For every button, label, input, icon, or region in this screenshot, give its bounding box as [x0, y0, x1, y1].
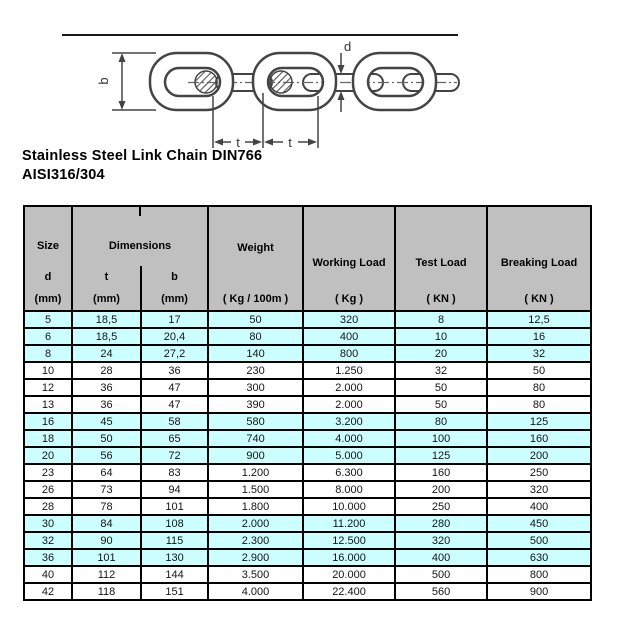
table-cell: 800 [303, 345, 395, 362]
col-header-weight: Weight [208, 206, 303, 288]
table-cell: 160 [395, 464, 487, 481]
table-cell: 8 [395, 311, 487, 328]
title-line-1: Stainless Steel Link Chain DIN766 [22, 148, 263, 164]
table-row [24, 481, 591, 498]
table-cell: 64 [72, 464, 141, 481]
table-cell: 8.000 [303, 481, 395, 498]
col-header-test-load: Test Load [395, 206, 487, 288]
table-cell: 36 [72, 396, 141, 413]
table-cell: 4.000 [303, 430, 395, 447]
col-unit-breaking-load: ( KN ) [487, 288, 591, 311]
table-cell: 30 [24, 515, 72, 532]
table-cell: 47 [141, 396, 208, 413]
table-cell: 73 [72, 481, 141, 498]
col-header-working-load: Working Load [303, 206, 395, 288]
title-line-2: AISI316/304 [22, 167, 105, 183]
table-row [24, 362, 591, 379]
table-cell: 11.200 [303, 515, 395, 532]
cross-section-hatch-1 [195, 71, 217, 93]
table-cell: 100 [395, 430, 487, 447]
table-cell: 800 [487, 566, 591, 583]
col-header-size: Size [24, 206, 72, 266]
table-cell: 56 [72, 447, 141, 464]
table-cell: 101 [141, 498, 208, 515]
table-cell: 10.000 [303, 498, 395, 515]
col-unit-t: (mm) [72, 288, 141, 311]
table-cell: 90 [72, 532, 141, 549]
chain-link-3 [353, 53, 436, 110]
table-row [24, 515, 591, 532]
table-cell: 1.800 [208, 498, 303, 515]
table-cell: 160 [487, 430, 591, 447]
header-row-main [24, 206, 591, 266]
table-cell: 390 [208, 396, 303, 413]
table-row [24, 532, 591, 549]
table-cell: 94 [141, 481, 208, 498]
table-cell: 320 [395, 532, 487, 549]
table-cell: 130 [141, 549, 208, 566]
table-cell: 300 [208, 379, 303, 396]
table-cell: 3.500 [208, 566, 303, 583]
table-cell: 50 [487, 362, 591, 379]
chain-spec-table [23, 205, 592, 601]
table-cell: 2.300 [208, 532, 303, 549]
table-cell: 50 [395, 396, 487, 413]
table-cell: 6.300 [303, 464, 395, 481]
table-row [24, 379, 591, 396]
col-unit-test-load: ( KN ) [395, 288, 487, 311]
dim-label-d: d [344, 39, 352, 54]
table-cell: 151 [141, 583, 208, 600]
table-cell: 65 [141, 430, 208, 447]
table-cell: 78 [72, 498, 141, 515]
table-cell: 230 [208, 362, 303, 379]
col-header-dimensions: Dimensions [72, 206, 208, 266]
table-cell: 118 [72, 583, 141, 600]
col-symbol-t: t [72, 266, 141, 288]
table-cell: 32 [24, 532, 72, 549]
col-header-breaking-load: Breaking Load [487, 206, 591, 288]
document-title [22, 147, 262, 185]
table-cell: 50 [395, 379, 487, 396]
table-cell: 500 [395, 566, 487, 583]
table-cell: 101 [72, 549, 141, 566]
table-cell: 400 [487, 498, 591, 515]
table-cell: 560 [395, 583, 487, 600]
cross-section-hatch-2 [270, 71, 292, 93]
table-cell: 112 [72, 566, 141, 583]
chain-link-2 [253, 53, 336, 110]
table-cell: 80 [395, 413, 487, 430]
table-cell: 2.000 [303, 396, 395, 413]
table-row [24, 566, 591, 583]
table-cell: 1.200 [208, 464, 303, 481]
col-unit-d: (mm) [24, 288, 72, 311]
table-cell: 500 [487, 532, 591, 549]
table-cell: 13 [24, 396, 72, 413]
table-cell: 32 [395, 362, 487, 379]
col-unit-b: (mm) [141, 288, 208, 311]
dim-label-t1: t [236, 135, 240, 150]
table-cell: 16 [24, 413, 72, 430]
table-cell: 84 [72, 515, 141, 532]
table-cell: 2.000 [303, 379, 395, 396]
table-row [24, 413, 591, 430]
chain-link-1 [150, 53, 233, 110]
table-cell: 1.250 [303, 362, 395, 379]
table-cell: 3.200 [303, 413, 395, 430]
table-cell: 12 [24, 379, 72, 396]
table-cell: 58 [141, 413, 208, 430]
table-cell: 28 [24, 498, 72, 515]
table-cell: 36 [24, 549, 72, 566]
table-cell: 10 [24, 362, 72, 379]
table-cell: 280 [395, 515, 487, 532]
table-cell: 320 [303, 311, 395, 328]
table-cell: 250 [395, 498, 487, 515]
table-cell: 10 [395, 328, 487, 345]
table-cell: 80 [487, 396, 591, 413]
table-cell: 80 [208, 328, 303, 345]
table-cell: 36 [141, 362, 208, 379]
table-cell: 50 [208, 311, 303, 328]
table-cell: 320 [487, 481, 591, 498]
table-cell: 47 [141, 379, 208, 396]
table-cell: 250 [487, 464, 591, 481]
table-body [24, 311, 591, 600]
table-cell: 50 [72, 430, 141, 447]
col-symbol-b: b [141, 266, 208, 288]
table-row [24, 396, 591, 413]
table-cell: 18,5 [72, 328, 141, 345]
table-cell: 32 [487, 345, 591, 362]
table-row [24, 498, 591, 515]
table-cell: 80 [487, 379, 591, 396]
table-cell: 400 [395, 549, 487, 566]
table-cell: 18 [24, 430, 72, 447]
table-cell: 40 [24, 566, 72, 583]
table-row [24, 464, 591, 481]
table-cell: 6 [24, 328, 72, 345]
table-cell: 20 [395, 345, 487, 362]
table-cell: 115 [141, 532, 208, 549]
table-cell: 200 [395, 481, 487, 498]
table-cell: 450 [487, 515, 591, 532]
table-cell: 20 [24, 447, 72, 464]
table-row [24, 583, 591, 600]
table-cell: 400 [303, 328, 395, 345]
table-row [24, 430, 591, 447]
table-cell: 12,5 [487, 311, 591, 328]
table-cell: 20.000 [303, 566, 395, 583]
table-cell: 900 [487, 583, 591, 600]
table-row [24, 345, 591, 362]
table-cell: 200 [487, 447, 591, 464]
table-cell: 140 [208, 345, 303, 362]
table-cell: 42 [24, 583, 72, 600]
table-cell: 630 [487, 549, 591, 566]
table-cell: 108 [141, 515, 208, 532]
table-cell: 16 [487, 328, 591, 345]
table-cell: 27,2 [141, 345, 208, 362]
table-cell: 5 [24, 311, 72, 328]
table-row [24, 549, 591, 566]
table-cell: 24 [72, 345, 141, 362]
table-cell: 23 [24, 464, 72, 481]
table-cell: 45 [72, 413, 141, 430]
table-row [24, 311, 591, 328]
dim-label-b: b [96, 77, 111, 85]
col-symbol-d: d [24, 266, 72, 288]
table-cell: 580 [208, 413, 303, 430]
table-cell: 16.000 [303, 549, 395, 566]
table-cell: 12.500 [303, 532, 395, 549]
table-cell: 2.900 [208, 549, 303, 566]
table-cell: 1.500 [208, 481, 303, 498]
table-row [24, 447, 591, 464]
table-cell: 22.400 [303, 583, 395, 600]
col-unit-working-load: ( Kg ) [303, 288, 395, 311]
header-row-units [24, 288, 591, 311]
table-cell: 125 [487, 413, 591, 430]
table-cell: 26 [24, 481, 72, 498]
table-cell: 28 [72, 362, 141, 379]
table-cell: 740 [208, 430, 303, 447]
table-cell: 5.000 [303, 447, 395, 464]
chain-technical-drawing [0, 0, 620, 152]
table-cell: 83 [141, 464, 208, 481]
table-header [24, 206, 591, 311]
dim-label-t2: t [288, 135, 292, 150]
table-cell: 72 [141, 447, 208, 464]
table-cell: 20,4 [141, 328, 208, 345]
table-cell: 17 [141, 311, 208, 328]
table-cell: 125 [395, 447, 487, 464]
table-row [24, 328, 591, 345]
table-cell: 4.000 [208, 583, 303, 600]
col-unit-weight: ( Kg / 100m ) [208, 288, 303, 311]
table-cell: 18,5 [72, 311, 141, 328]
table-cell: 144 [141, 566, 208, 583]
table-cell: 8 [24, 345, 72, 362]
table-cell: 36 [72, 379, 141, 396]
table-cell: 2.000 [208, 515, 303, 532]
table-cell: 900 [208, 447, 303, 464]
